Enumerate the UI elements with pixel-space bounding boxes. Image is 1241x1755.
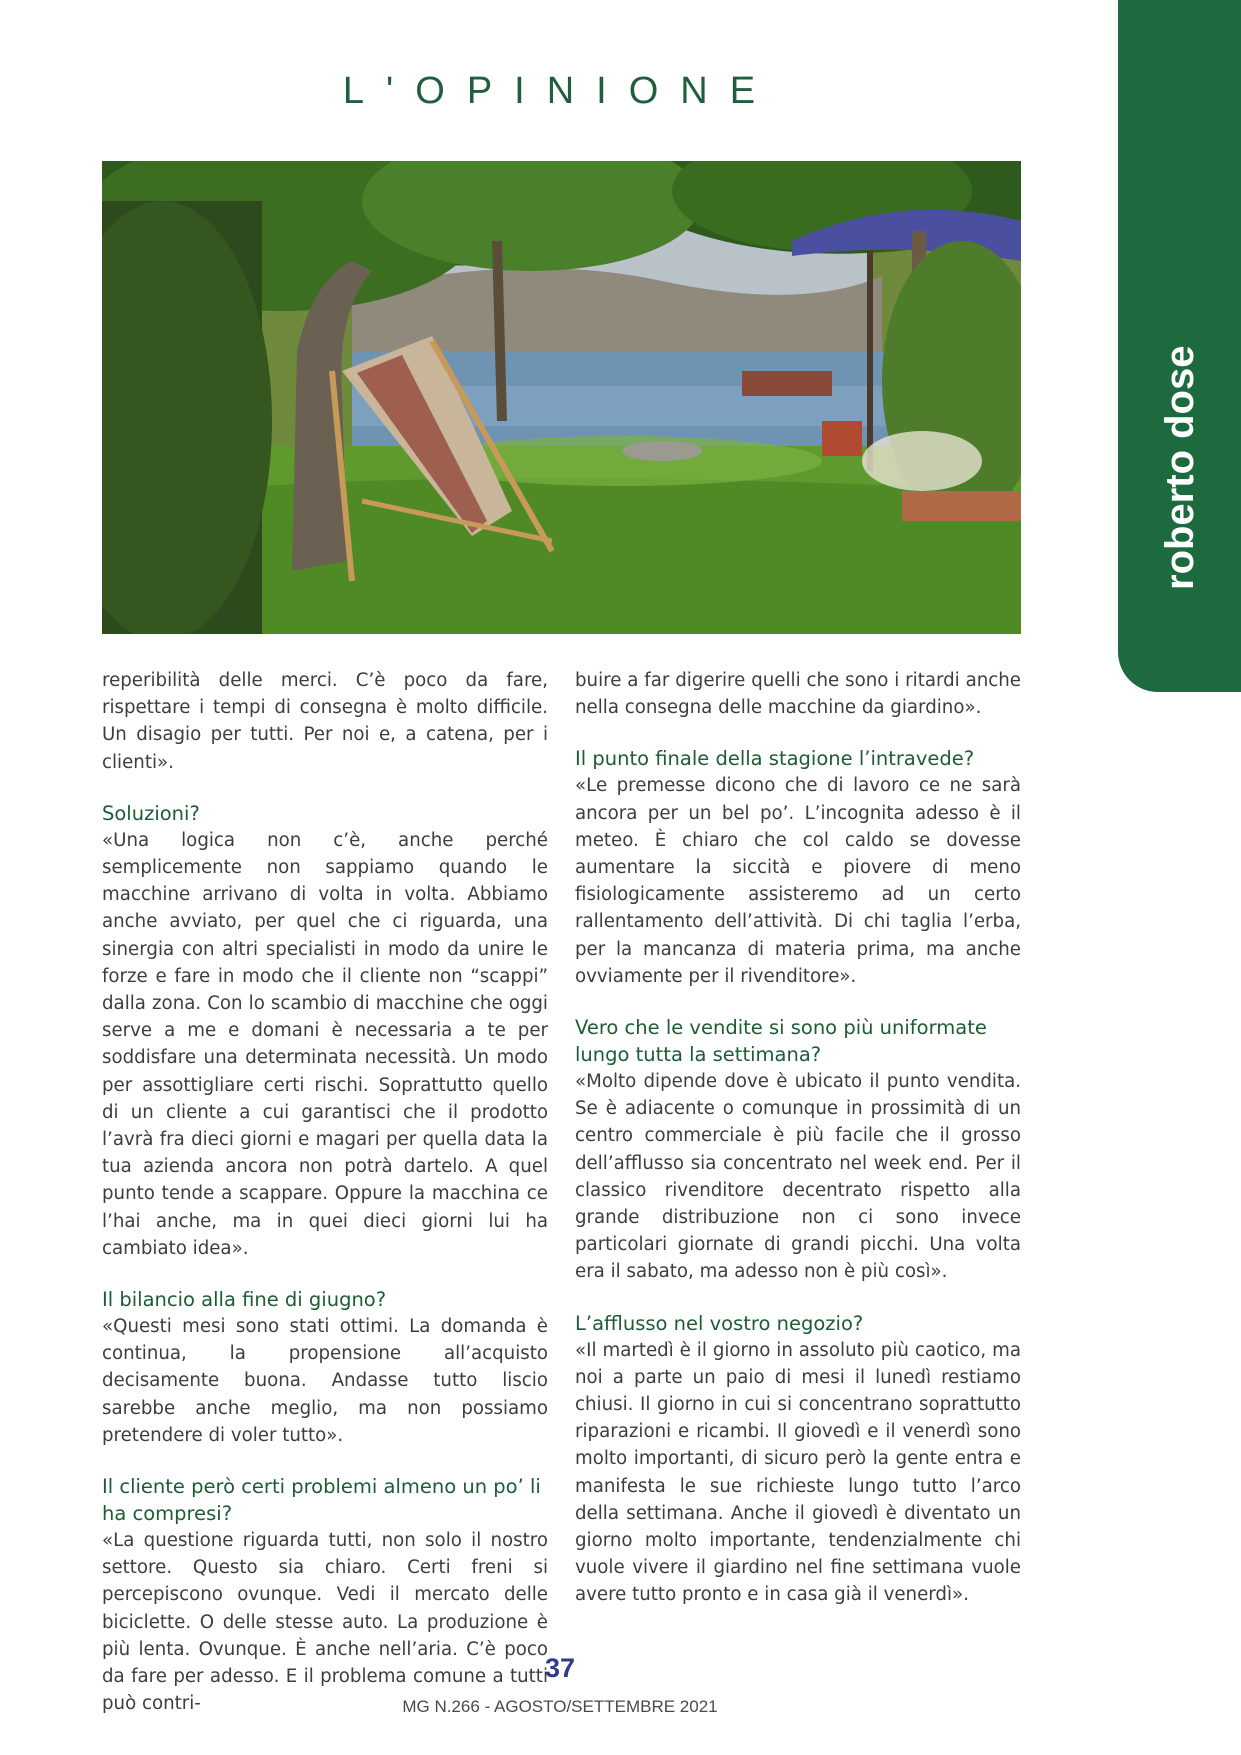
photo-illustration xyxy=(102,161,1021,634)
article-column-left xyxy=(102,667,548,1718)
paragraph: «La questione riguarda tutti, non solo il nostro settore. Questo sia chiaro. Certi freni si percepiscono ovunque. Vedi il mercato delle biciclette. O delle stesse auto. La produzione è più lenta. Ovunque. È anche nell’aria. C’è poco da fare per adesso. E il problema comune a tutti può contri- xyxy=(102,1530,548,1715)
paragraph: «Le premesse dicono che di lavoro ce ne sarà ancora per un bel po’. L’incognita adesso è il meteo. È chiaro che col caldo se dovesse aumentare la siccità e piovere di meno fisiologicamente assisteremo ad un certo rallentamento dell’attività. Di chi taglia l’erba, per la mancanza di materia prima, ma anche ovviamente per il rivenditore». xyxy=(575,775,1021,987)
section-title: L'OPINIONE xyxy=(342,70,778,112)
question-heading: Il punto finale della stagione l’intravede? xyxy=(575,747,975,771)
paragraph: buire a far digerire quelli che sono i ritardi anche nella consegna delle macchine da giardino». xyxy=(575,670,1021,719)
paragraph: «Questi mesi sono stati ottimi. La domanda è continua, la propensione all’acquisto decisamente buona. Andasse tutto liscio sarebbe anche meglio, ma non possiamo pretendere di voler tutto». xyxy=(102,1316,548,1446)
question-heading: Il bilancio alla fine di giugno? xyxy=(102,1288,387,1312)
article-column-right xyxy=(575,667,1021,1609)
paragraph: «Una logica non c’è, anche perché semplicemente non sappiamo quando le macchine arrivano di volta in volta. Abbiamo anche avviato, per quel che ci riguarda, una sinergia con altri specialisti in modo da unire le forze e fare in modo che il cliente non “scappi” dalla zona. Con lo scambio di macchine che oggi serve a me e domani è necessaria a te per soddisfare una determinata necessità. Un modo per assottigliare certi rischi. Soprattutto quello di un cliente a cui garantisci che il prodotto l’avrà fra dieci giorni e magari per quella data la tua azienda ancora non potrà dartelo. A quel punto tende a scappare. Oppure la macchina ce l’hai anche, ma in quei dieci giorni lui ha cambiato idea». xyxy=(102,829,548,1259)
author-side-tab xyxy=(1118,0,1241,692)
paragraph: «Molto dipende dove è ubicato il punto vendita. Se è adiacente o comunque in prossimità di un centro commerciale è più facile che il grosso dell’afflusso sia concentrato nel week end. Per il classico rivenditore decentrato rispetto alla grande distribuzione non ci sono invece particolari giornate di grandi picchi. Una volta era il sabato, ma adesso non è più così». xyxy=(575,1071,1021,1283)
question-heading: Soluzioni? xyxy=(102,801,200,825)
author-name: roberto dose xyxy=(1158,345,1202,590)
question-heading: Vero che le vendite si sono più uniformate lungo tutta la settimana? xyxy=(575,1016,987,1067)
paragraph: «Il martedì è il giorno in assoluto più caotico, ma noi a parte un paio di mesi il lunedì restiamo chiusi. Il giorno in cui si concentrano soprattutto riparazioni e ricambi. Il giovedì e il venerdì sono molto importanti, di sicuro però la gente entra e manifesta le sue richieste lungo tutto l’arco della settimana. Anche il giovedì è diventato un giorno molto importante, tendenzialmente chi vuole vivere il giardino nel fine settimana vuole avere tutto pronto e in casa già il venerdì». xyxy=(575,1339,1021,1606)
issue-footer: MG N.266 - AGOSTO/SETTEMBRE 2021 xyxy=(402,1697,718,1716)
paragraph: reperibilità delle merci. C’è poco da fare, rispettare i tempi di consegna è molto difficile. Un disagio per tutti. Per noi e, a catena, per i clienti». xyxy=(102,670,548,773)
question-heading: L’afflusso nel vostro negozio? xyxy=(575,1311,864,1335)
question-heading: Il cliente però certi problemi almeno un po’ li ha compresi? xyxy=(102,1475,541,1526)
garden-lake-photo xyxy=(102,161,1021,634)
page-number: 37 xyxy=(544,1653,576,1683)
